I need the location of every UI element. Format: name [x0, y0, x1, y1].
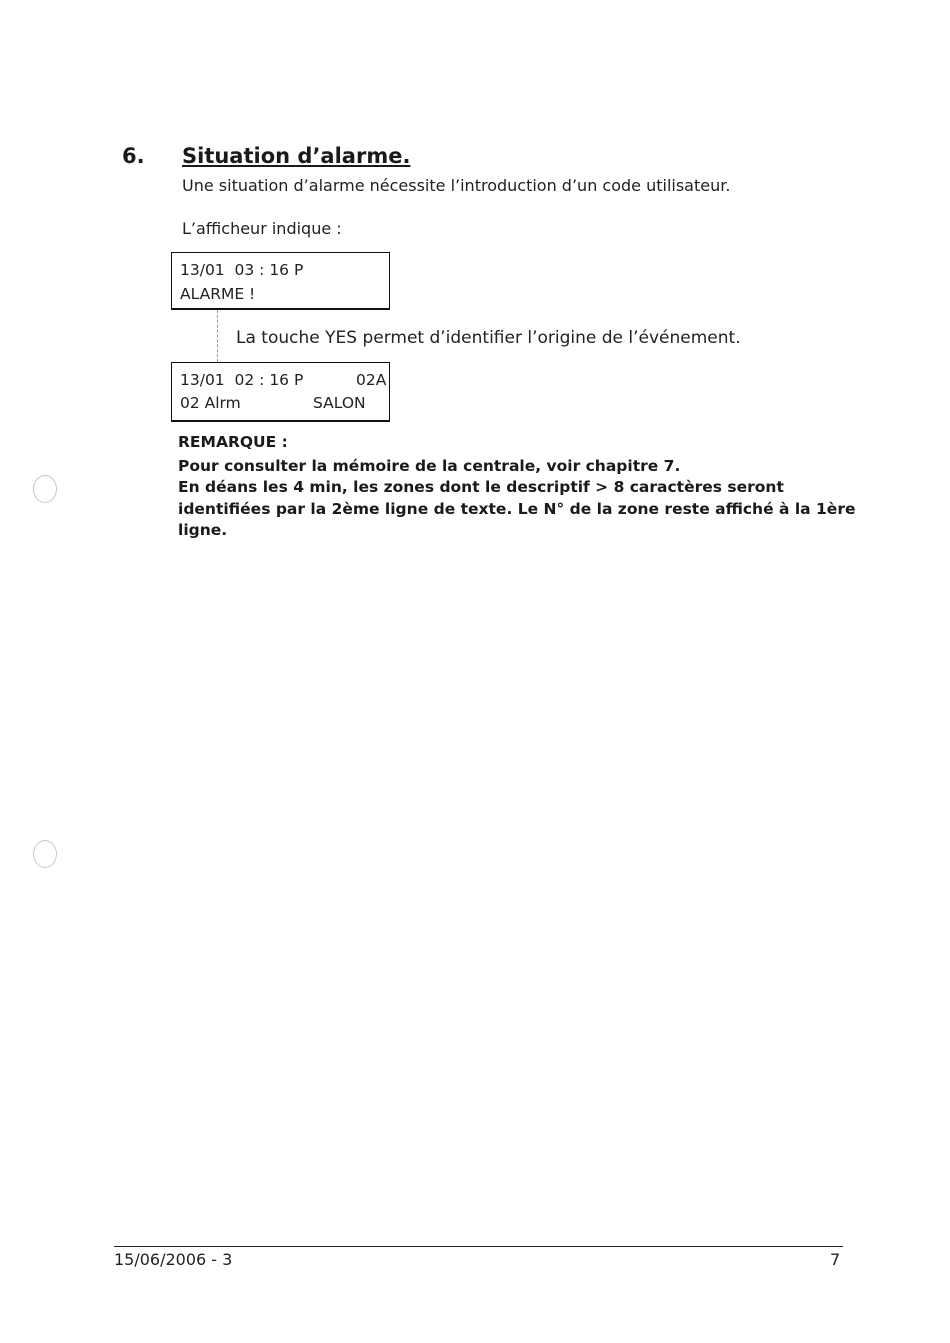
remark-line: En déans les 4 min, les zones dont le descriptif > 8 caractères seront	[178, 478, 784, 496]
remark-line: ligne.	[178, 521, 228, 539]
lcd-line-2-right: SALON	[313, 394, 366, 412]
page-number: 7	[830, 1250, 841, 1269]
lcd-display-alarm	[171, 252, 390, 310]
remark-heading: REMARQUE :	[178, 433, 288, 451]
remark-line: Pour consulter la mémoire de la centrale, voir chapitre 7.	[178, 457, 681, 475]
footer-date: 15/06/2006 - 3	[114, 1250, 233, 1269]
lcd-line-1-left: 13/01 02 : 16 P	[180, 371, 304, 389]
lcd-line-2-left: 02 Alrm	[180, 394, 241, 412]
footer-rule	[114, 1246, 843, 1247]
lcd-line-1: 13/01 03 : 16 P	[180, 261, 304, 279]
remark-line: identifiées par la 2ème ligne de texte. Le N° de la zone reste affiché à la 1ère	[178, 500, 856, 518]
punch-hole-mark	[33, 475, 57, 503]
connector-line	[217, 310, 218, 362]
intro-text: Une situation d’alarme nécessite l’introduction d’un code utilisateur.	[182, 176, 731, 195]
lcd-line-2: ALARME !	[180, 285, 256, 303]
section-title: Situation d’alarme.	[182, 144, 411, 168]
section-number: 6.	[122, 144, 145, 168]
lcd-line-1-right: 02A	[356, 371, 387, 389]
lcd-display-origin	[171, 362, 390, 422]
display-label: L’afficheur indique :	[182, 219, 342, 238]
yes-key-note: La touche YES permet d’identifier l’origine de l’événement.	[236, 328, 741, 348]
punch-hole-mark	[33, 840, 57, 868]
